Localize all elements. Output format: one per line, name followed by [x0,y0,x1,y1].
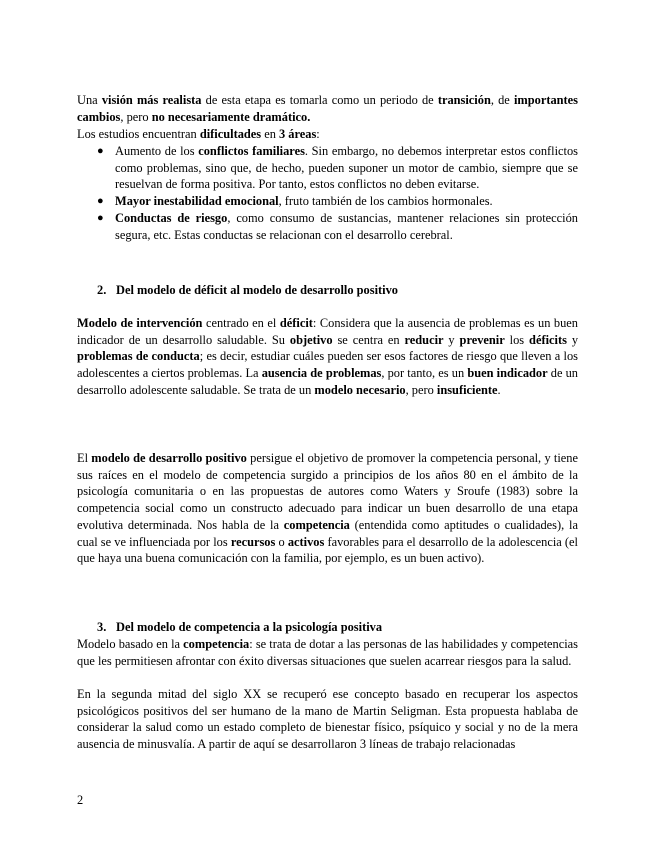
bold-phrase: 3 áreas [279,127,317,141]
bold-phrase: transición [437,93,491,107]
bold-phrase: importantes cambios [77,93,578,124]
bold-phrase: recursos [230,534,276,549]
bullet-icon: ● [97,211,104,224]
bold-phrase: Conductas de riesgo [115,210,228,225]
bold-phrase: competencia [283,517,350,532]
list-item: ● Aumento de los conflictos familiares. Sin embargo, no debemos interpretar estos conflictos como problemas, sino que, de hecho, pueden suponer un motor de cambio, siempre que se resuelvan de forma positiva. Por tanto, estos conflictos no deben evitarse. [97,144,578,192]
bold-phrase: reducir [404,332,444,347]
intro-areas-paragraph: Los estudios encuentran dificultades en 3 áreas: [77,127,320,141]
bold-phrase: objetivo [289,332,333,347]
bold-phrase: Modelo de intervención [77,316,203,330]
bold-phrase: visión más realista [101,93,202,107]
bold-phrase: déficits [529,332,567,347]
difficulties-list [77,143,578,243]
bold-phrase: competencia [183,637,250,651]
bold-phrase: buen indicador [467,366,548,381]
bold-phrase: no necesariamente dramático. [151,109,311,124]
section-3-heading: 3. Del modelo de competencia a la psicología positiva [97,620,383,634]
bold-phrase: insuficiente [436,382,498,397]
section-2-heading: 2. Del modelo de déficit al modelo de desarrollo positivo [97,283,398,297]
section-3-paragraph-2: En la segunda mitad del siglo XX se recuperó ese concepto basado en recuperar los aspectos psicológicos positivos del ser humano de la mano de Martin Seligman. Esta propuesta hablaba de considerar la salud como un estado completo de bienestar físico, psíquico y social y no de la mera ausencia de minusvalía. A partir de aquí se desarrollaron 3 líneas de trabajo relacionadas [77,687,578,752]
page-number: 2 [77,793,84,807]
bold-phrase: ausencia de problemas [261,366,382,381]
bold-phrase: prevenir [459,332,505,347]
list-item: ● Mayor inestabilidad emocional, fruto también de los cambios hormonales. [97,194,493,209]
section-2-paragraph-2: El modelo de desarrollo positivo persigue el objetivo de promover la competencia personal, y tiene sus raíces en el modelo de competencia surgido a principios de los años 80 en el ámbito de la psicología comunitaria o en las propuestas de autores como Waters y Sroufe (1983) sobre la competencia social como un constructo adecuado para indicar un buen desarrollo de una etapa evolutiva determinada. Nos habla de la competencia (entendida como aptitudes o cualidades), la cual se ve influenciada por los recursos o activos favorables para el desarrollo de la adolescencia (el que haya una buena comunicación con la familia, por ejemplo, es un buen activo). [77,451,578,566]
bold-phrase: problemas de conducta [77,349,200,364]
bullet-icon: ● [97,195,104,208]
section-2-paragraph-1: Modelo de intervención centrado en el déficit: Considera que la ausencia de problemas es un buen indicador de un desarrollo saludable. Su objetivo se centra en reducir y prevenir los déficits y problemas de conducta; es decir, estudiar cuáles pueden ser esos factores de riesgo que lleven a los adolescentes a ciertos problemas. La ausencia de problemas, por tanto, es un buen indicador de un desarrollo adolescente saludable. Se trata de un modelo necesario, pero insuficiente. [77,316,579,397]
bold-phrase: déficit [279,316,313,330]
bold-phrase: activos [287,534,325,549]
intro-paragraph: Una visión más realista de esta etapa es tomarla como un periodo de transición, de importantes cambios, pero no necesariamente dramático. [77,93,578,124]
bold-phrase: modelo de desarrollo positivo [91,451,247,465]
bold-phrase: dificultades [199,127,262,141]
list-item: ● Conductas de riesgo, como consumo de sustancias, mantener relaciones sin protección segura, etc. Estas conductas se relacionan con el desarrollo cerebral. [97,210,578,242]
bold-phrase: modelo necesario [314,382,406,397]
section-3-paragraph-1: Modelo basado en la competencia: se trata de dotar a las personas de las habilidades y competencias que les permitiesen afrontar con éxito diversas situaciones que suelen acarrear riesgos para la salud. [77,637,579,668]
bullet-icon: ● [97,145,104,157]
bold-phrase: Mayor inestabilidad emocional [115,194,279,209]
bold-phrase: conflictos familiares [198,144,305,158]
